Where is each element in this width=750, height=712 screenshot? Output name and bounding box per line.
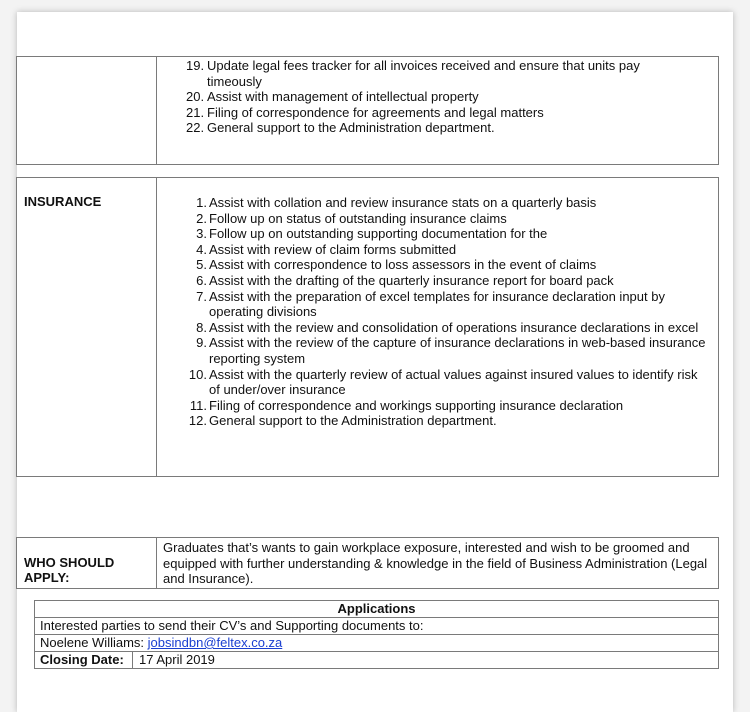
item-number: 21. <box>186 104 205 120</box>
item-text: Assist with the review and consolidation of operations insurance declarations in excel <box>209 319 699 335</box>
item-text: Assist with the review of the capture of insurance declarations in web-based insurance reporting system <box>209 335 706 366</box>
item-number: 7. <box>196 288 207 304</box>
item-number: 2. <box>196 210 207 226</box>
insurance-heading: INSURANCE <box>17 178 157 476</box>
item-text: Assist with management of intellectual property <box>207 89 479 105</box>
item-number: 3. <box>196 226 207 242</box>
item-text: General support to the Administration department. <box>209 413 497 429</box>
item-text: Assist with correspondence to loss assessors in the event of claims <box>209 257 597 273</box>
insurance-duties-list <box>157 178 718 476</box>
item-text: Assist with the drafting of the quarterly insurance report for board pack <box>209 272 614 288</box>
item-text: Assist with collation and review insurance stats on a quarterly basis <box>209 195 597 210</box>
list-item <box>157 195 718 211</box>
item-number: 12. <box>188 413 207 429</box>
list-item <box>157 58 718 89</box>
list-item <box>157 320 718 336</box>
legal-duties-continuation <box>16 56 719 165</box>
item-number: 4. <box>196 241 207 257</box>
item-text: Filing of correspondence and workings supporting insurance declaration <box>209 397 624 413</box>
item-number: 11. <box>189 397 207 413</box>
item-text: Assist with the preparation of excel templates for insurance declaration input by operating divisions <box>209 288 665 320</box>
applications-title: Applications <box>337 601 416 616</box>
list-item <box>157 242 718 258</box>
contact-name: Noelene Williams: <box>40 635 148 650</box>
applications-instruction: Interested parties to send their CV’s and Supporting documents to: <box>35 617 718 634</box>
contact-row <box>35 634 718 651</box>
item-number: 19. <box>186 58 205 73</box>
item-text: Update legal fees tracker for all invoices received and ensure that units pay <box>207 58 640 73</box>
item-number: 10. <box>188 366 207 382</box>
item-text: General support to the Administration department. <box>207 120 495 136</box>
email-link[interactable]: jobsindbn@feltex.co.za <box>147 635 283 650</box>
item-number: 9. <box>196 335 207 351</box>
duties-list <box>157 57 718 164</box>
list-item <box>157 120 718 136</box>
item-text: Filing of correspondence for agreements and legal matters <box>207 104 544 120</box>
list-item <box>157 105 718 121</box>
item-text: Assist with the quarterly review of actual values against insured values to identify risk of under/over insurance <box>209 366 698 398</box>
who-should-apply-section <box>16 537 719 589</box>
list-item <box>157 398 718 414</box>
list-item <box>157 211 718 227</box>
item-number: 6. <box>196 272 207 288</box>
item-text-continued: timeously <box>207 73 262 89</box>
item-number: 8. <box>196 319 207 335</box>
closing-date-label: Closing Date: <box>35 652 133 668</box>
who-should-apply-text: Graduates that’s wants to gain workplace exposure, interested and wish to be groomed and equipped with further understanding & knowledge in the field of Business Administration (Legal and Insurance). <box>163 540 708 586</box>
list-item <box>157 413 718 429</box>
list-item <box>157 273 718 289</box>
item-number: 20. <box>186 89 205 105</box>
list-item <box>157 289 718 320</box>
list-item <box>157 367 718 398</box>
item-text: Follow up on outstanding supporting documentation for the <box>209 226 548 242</box>
item-number: 5. <box>196 257 207 273</box>
closing-date-value: 17 April 2019 <box>139 652 215 667</box>
item-number: 22. <box>186 120 205 136</box>
item-text: Follow up on status of outstanding insurance claims <box>209 210 507 226</box>
closing-date-row <box>35 651 718 668</box>
item-number: 1. <box>196 195 207 210</box>
list-item <box>157 335 718 366</box>
list-item <box>157 257 718 273</box>
applications-table <box>34 600 719 669</box>
who-should-apply-heading: WHO SHOULD APPLY: <box>17 538 157 588</box>
item-text: Assist with review of claim forms submitted <box>209 241 457 257</box>
list-item <box>157 226 718 242</box>
list-item <box>157 89 718 105</box>
empty-heading-cell <box>17 57 157 164</box>
insurance-section <box>16 177 719 477</box>
